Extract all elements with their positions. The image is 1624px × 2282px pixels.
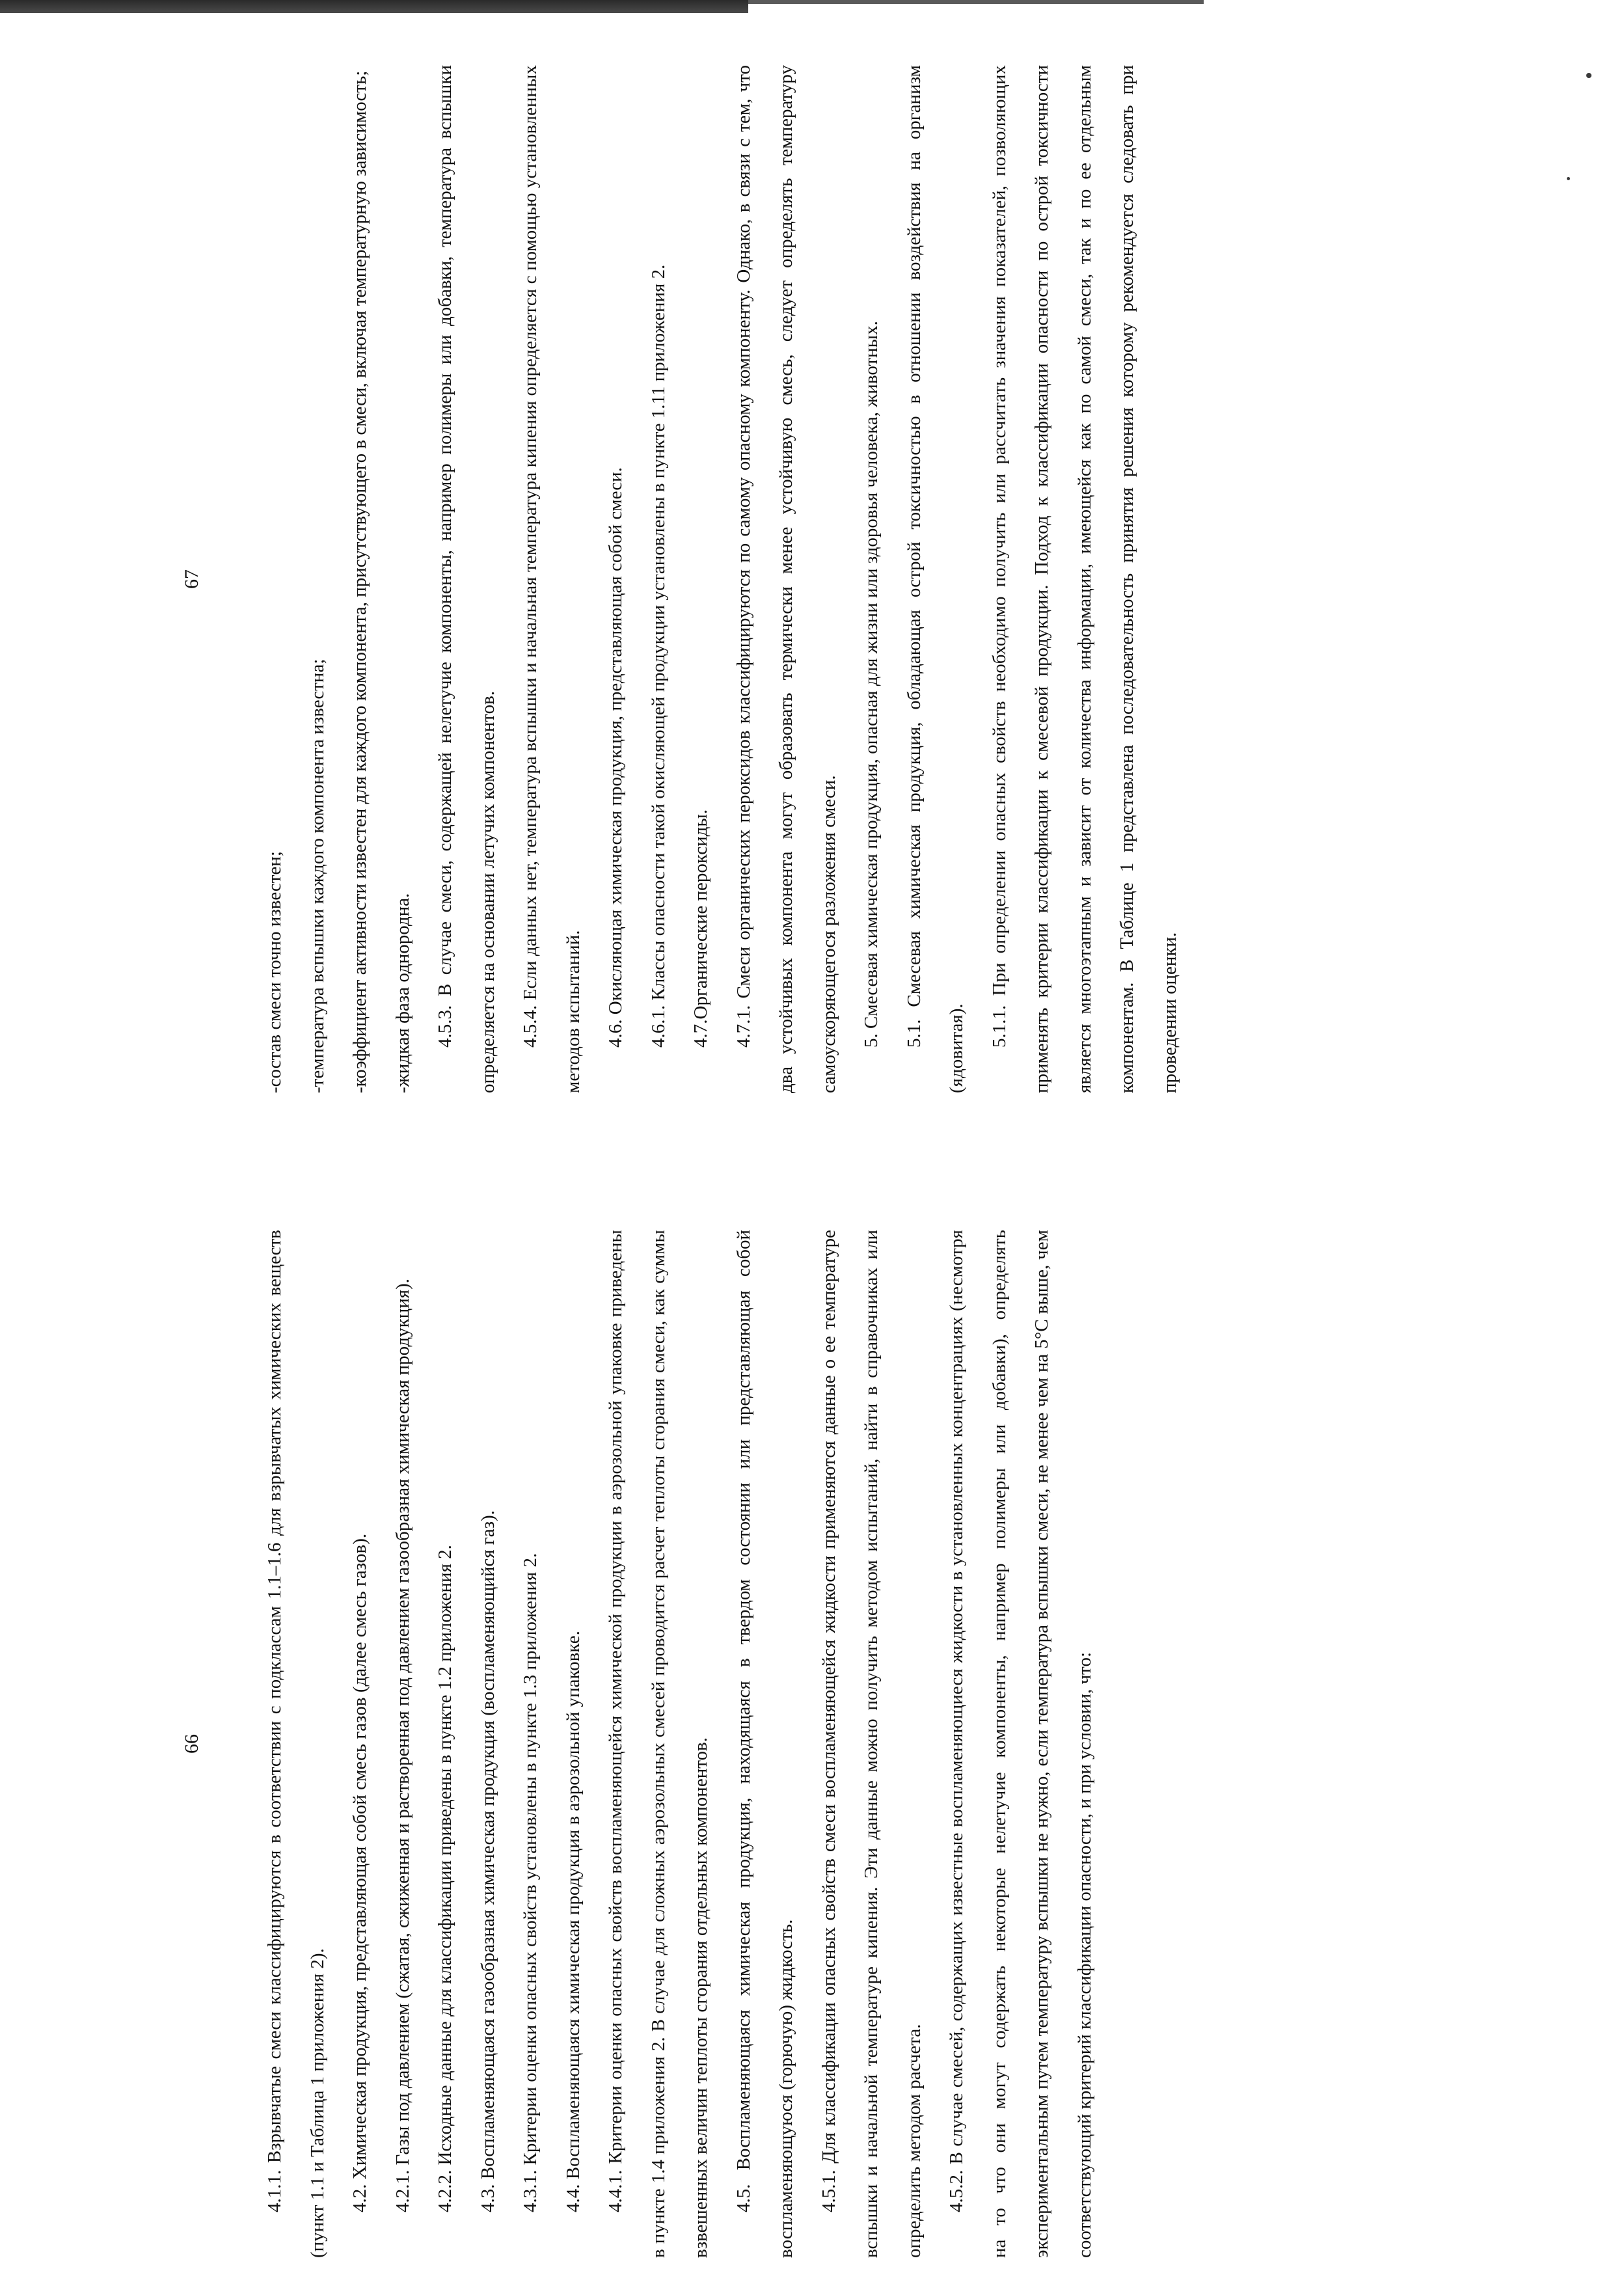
page-body: [254, 1230, 1106, 2258]
scan-edge-dark-band: [0, 0, 748, 13]
page-body: [254, 65, 1191, 1093]
paragraph: 4.1.1. Взрывчатые смеси классифицируются в соответствии с подклассам 1.1–1.6 для взрывчатых химических веществ (пункт 1.1 и Таблица 1 приложения 2).: [264, 1230, 328, 2258]
section-heading: 4.7.Органические пероксиды.: [690, 809, 711, 1048]
document-page-66: [182, 1230, 1457, 2258]
section-heading: 4.3. Воспламеняющаяся газообразная химическая продукция (воспламеняющийся газ).: [477, 1510, 498, 2212]
section-heading: 5. Смесевая химическая продукция, опасная для жизни или здоровья человека, животных.: [861, 321, 882, 1048]
document-page-67: [182, 65, 1457, 1093]
paragraph: 5.1.1. При определении опасных свойств необходимо получить или рассчитать значения показателей, позволяющих применять критерии классификации к смесевой продукции. Подход к классификации опасности по острой токсичности является многоэтапным и зависит от количества информации, имеющейся как по самой смеси, так и по ее отдельным компонентам. В Таблице 1 представлена последовательность принятия решения которому рекомендуется следовать при проведении оценки.: [988, 65, 1180, 1093]
scan-speck: [1567, 177, 1570, 180]
section-heading: 5.1. Смесевая химическая продукция, обладающая острой токсичностью в отношении воздействия на организм (ядовитая).: [903, 65, 967, 1093]
scan-speck: [1586, 73, 1591, 78]
paragraph: 4.5.1. Для классификации опасных свойств смеси воспламеняющейся жидкости применяются данные о ее температуре вспышки и начальной температуре кипения. Эти данные можно получить методом испытаний, найти в справочниках или определить методом расчета.: [818, 1230, 925, 2258]
paragraph: 4.3.1. Критерии оценки опасных свойств установлены в пункте 1.3 приложения 2.: [520, 1553, 541, 2212]
list-item: -коэффициент активности известен для каждого компонента, присутствующего в смеси, включая температурную зависимость;: [349, 70, 370, 1093]
scan-edge-thin-band: [748, 0, 1204, 4]
paragraph: 4.5.4. Если данных нет, температура вспышки и начальная температура кипения определяется с помощью установленных методов испытаний.: [520, 65, 584, 1093]
paragraph: 4.2.2. Исходные данные для классификации приведены в пункте 1.2 приложения 2.: [435, 1545, 455, 2212]
page-number: 67: [181, 569, 202, 589]
paragraph: 4.4.1. Критерии оценки опасных свойств воспламеняющейся химической продукции в аэрозольной упаковке приведены в пункте 1.4 приложения 2. В случае для сложных аэрозольных смесей проводится расчет теплоты сгорания смеси, как суммы взвешенных величин теплоты сгорания отдельных компонентов.: [605, 1230, 711, 2258]
section-heading: 4.2. Химическая продукция, представляющая собой смесь газов (далее смесь газов).: [349, 1533, 370, 2212]
list-item: -состав смеси точно известен;: [264, 851, 285, 1093]
list-item: -температура вспышки каждого компонента известна;: [306, 659, 328, 1093]
paragraph: 4.2.1. Газы под давлением (сжатая, сжиженная и растворенная под давлением газообразная химическая продукция).: [392, 1279, 413, 2212]
section-heading: 4.4. Воспламеняющаяся химическая продукция в аэрозольной упаковке.: [562, 1631, 584, 2212]
paragraph: 4.5.2. В случае смесей, содержащих известные воспламеняющиеся жидкости в установленных концентрациях (несмотря на то что они могут содержать некоторые нелетучие компоненты, например полимеры или добавки), определять экспериментальным путем температуру вспышки не нужно, если температура вспышки смеси, не менее чем на 5°С выше, чем соответствующий критерий классификации опасности, и при условии, что:: [946, 1230, 1095, 2258]
section-heading: 4.6. Окисляющая химическая продукция, представляющая собой смеси.: [605, 467, 626, 1048]
paragraph: 4.6.1. Классы опасности такой окисляющей продукции установлены в пункте 1.11 приложения 2.: [647, 264, 669, 1048]
paragraph: 4.5.3. В случае смеси, содержащей нелетучие компоненты, например полимеры или добавки, температура вспышки определяется на основании летучих компонентов.: [435, 65, 498, 1093]
section-heading: 4.5. Воспламеняющаяся химическая продукция, находящаяся в твердом состоянии или представляющая собой воспламеняющуюся (горючую) жидкость.: [733, 1230, 796, 2258]
list-item: -жидкая фаза однородна.: [392, 893, 413, 1093]
paragraph: 4.7.1. Смеси органических пероксидов классифицируются по самому опасному компоненту. Однако, в связи с тем, что два устойчивых компонента могут образовать термически менее устойчивую смесь, следует определять температуру самоускоряющегося разложения смеси.: [733, 65, 839, 1093]
page-number: 66: [181, 1734, 202, 1754]
